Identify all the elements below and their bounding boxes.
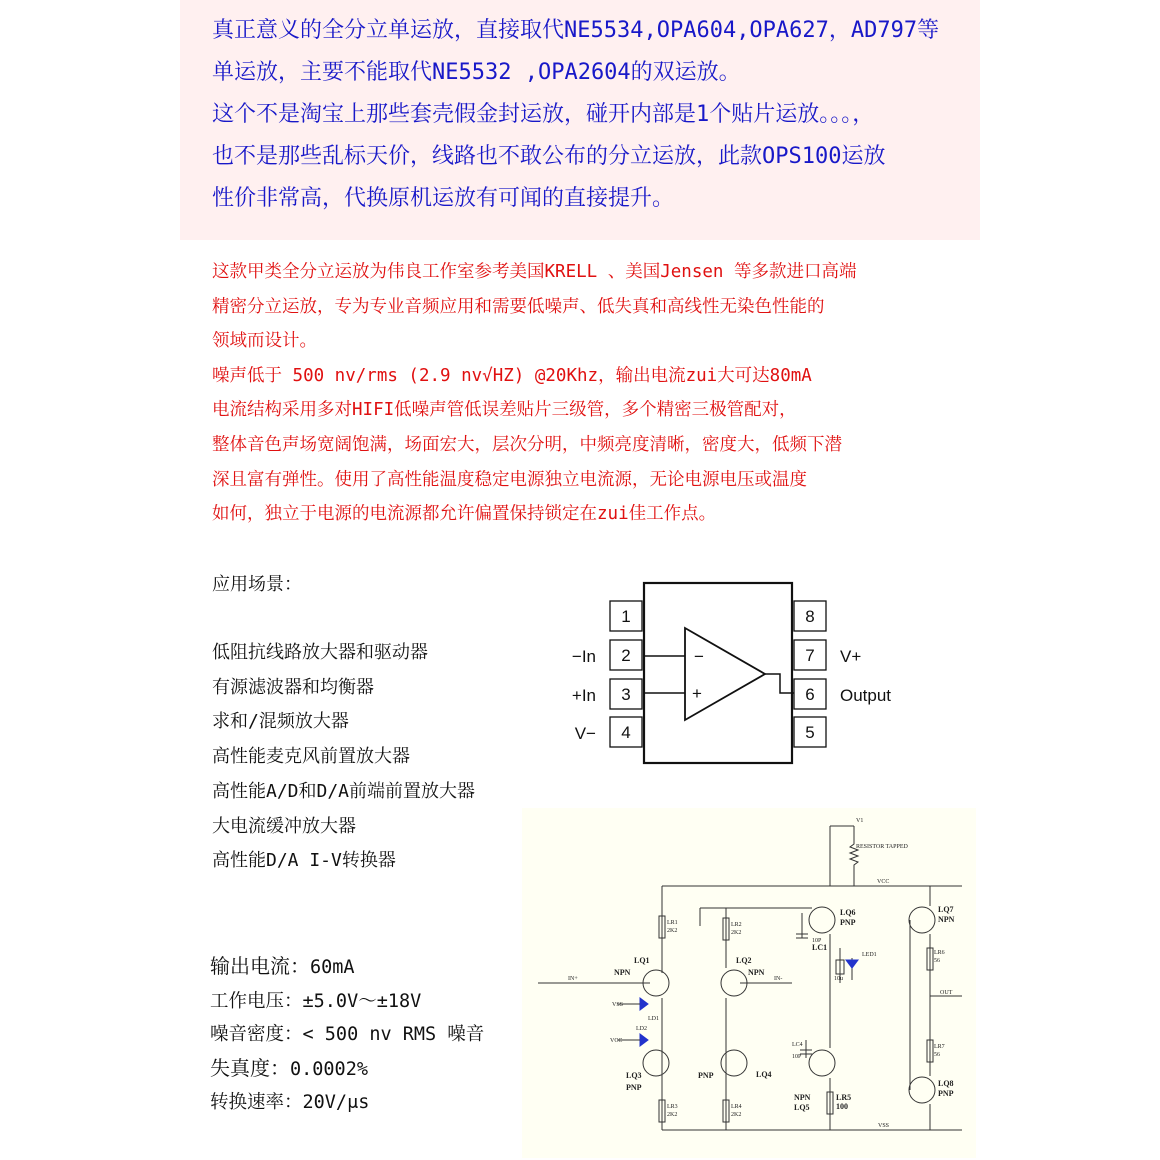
schematic-label: 56 <box>934 1052 940 1058</box>
schematic-label: OUT <box>940 990 953 996</box>
transistor-label: PNP <box>938 1089 954 1098</box>
spec-value: < 500 nv RMS 噪音 <box>302 1024 485 1045</box>
schematic-label: VCC <box>610 1038 623 1044</box>
application-item: 低阻抗线路放大器和驱动器 <box>212 642 428 663</box>
diode-icon <box>640 1034 648 1046</box>
intro-line: 真正意义的全分立单运放，直接取代NE5534,OPA604,OPA627，AD797等 <box>212 18 940 43</box>
schematic-label: IN+ <box>568 976 578 982</box>
transistor-label: LQ7 <box>938 905 954 914</box>
schematic-label: 2K2 <box>667 1112 678 1118</box>
schematic-label: LC4 <box>792 1042 803 1048</box>
schematic-label: LED1 <box>862 952 877 958</box>
transistor-label: PNP <box>840 918 856 927</box>
schematic-label: 2K2 <box>731 930 742 936</box>
intro-line: 也不是那些乱标天价，线路也不敢公布的分立运放，此款OPS100运放 <box>212 144 886 169</box>
description-line: 噪声低于 500 nv/rms (2.9 nv√HZ) @20Khz，输出电流zui大可达80mA <box>212 365 812 386</box>
spec-distortion <box>210 1052 484 1087</box>
spec-value: ±5.0V～±18V <box>302 990 422 1012</box>
transistor-label: LQ4 <box>756 1070 772 1079</box>
transistor-icon <box>809 1050 835 1076</box>
spec-noise-density <box>210 1018 484 1052</box>
transistor-icon <box>909 907 935 933</box>
pin-label-noninverting-input: +In <box>571 686 596 705</box>
transistor-icon <box>909 1077 935 1103</box>
application-item: 高性能麦克风前置放大器 <box>212 746 410 768</box>
transistor-label: LQ1 <box>634 956 650 965</box>
specs-list <box>210 950 484 1120</box>
applications-title: 应用场景： <box>212 574 302 595</box>
application-item: 高性能A/D和D/A前端前置放大器 <box>212 780 476 802</box>
description-paragraph <box>212 255 972 532</box>
transistor-label: NPN <box>794 1093 811 1102</box>
spec-value: 60mA <box>310 957 355 978</box>
transistor-label: LQ2 <box>736 956 752 965</box>
description-line: 精密分立运放，专为专业音频应用和需要低噪声、低失真和高线性无染色性能的 <box>212 296 825 317</box>
description-line: 这款甲类全分立运放为伟良工作室参考美国KRELL 、美国Jensen 等多款进口高端 <box>212 262 857 282</box>
application-item: 有源滤波器和均衡器 <box>212 676 374 698</box>
transistor-label: 100 <box>836 1102 848 1111</box>
intro-line: 单运放，主要不能取代NE5532 ,OPA2604的双运放。 <box>212 60 741 85</box>
schematic-label: LR6 <box>934 950 945 956</box>
description-line: 如何，独立于电源的电流源都允许偏置保持锁定在zui佳工作点。 <box>212 504 717 525</box>
schematic-label: LR4 <box>731 1104 742 1110</box>
application-item: 大电流缓冲放大器 <box>212 815 356 837</box>
transistor-label: LR5 <box>836 1093 852 1102</box>
schematic-label: VSS <box>878 1123 890 1129</box>
transistor-label: NPN <box>938 915 955 924</box>
transistor-label: PNP <box>698 1071 714 1080</box>
intro-line: 这个不是淘宝上那些套壳假金封运放，碰开内部是1个贴片运放。。。， <box>212 102 875 127</box>
transistor-label: LQ6 <box>840 908 856 917</box>
description-line: 电流结构采用多对HIFI低噪声管低误差贴片三级管，多个精密三极管配对， <box>212 400 797 421</box>
transistor-label: LQ3 <box>626 1071 642 1080</box>
pin-number: 1 <box>621 607 631 626</box>
transistor-label: NPN <box>748 968 765 977</box>
opamp-plus-sign: + <box>692 684 702 703</box>
diode-icon <box>640 998 648 1010</box>
pin-number: 6 <box>805 685 815 704</box>
pin-number: 5 <box>805 723 815 742</box>
schematic-label: 56 <box>934 958 940 964</box>
spec-label: 噪音密度： <box>210 1024 303 1045</box>
pinout-diagram <box>560 575 900 775</box>
spec-slew-rate <box>210 1086 484 1120</box>
spec-output-current <box>210 950 484 985</box>
schematic-label: LD2 <box>636 1026 647 1032</box>
spec-label: 失真度： <box>210 1055 290 1080</box>
spec-label: 工作电压： <box>210 990 303 1012</box>
schematic-label: LR3 <box>667 1104 678 1110</box>
pin-number: 3 <box>621 685 631 704</box>
schematic-label: 10P <box>812 938 822 944</box>
schematic-label: 10u <box>834 976 843 982</box>
schematic-label: VSS <box>612 1002 624 1008</box>
applications-list <box>212 636 475 879</box>
schematic-label: LR7 <box>934 1044 945 1050</box>
schematic-label: VCC <box>877 879 890 885</box>
application-item: 求和/混频放大器 <box>212 711 349 733</box>
intro-paragraph <box>212 10 972 220</box>
application-item: 高性能D/A I-V转换器 <box>212 850 396 872</box>
spec-label: 转换速率： <box>210 1092 303 1113</box>
transistor-label: LQ5 <box>794 1103 810 1112</box>
pin-number: 2 <box>621 646 631 665</box>
transistor-label: LQ8 <box>938 1079 954 1088</box>
spec-value: 0.0002% <box>290 1058 368 1080</box>
schematic-label: 10P <box>792 1054 802 1060</box>
schematic-label: RESISTOR TAPPED <box>856 844 908 850</box>
transistor-icon <box>721 1050 747 1076</box>
spec-supply-voltage <box>210 985 484 1019</box>
circuit-schematic <box>522 808 976 1158</box>
schematic-label: LD1 <box>648 1016 659 1022</box>
schematic-label: LR2 <box>731 922 742 928</box>
schematic-label: V1 <box>856 818 864 824</box>
description-line: 领域而设计。 <box>212 331 317 352</box>
pin-label-inverting-input: −In <box>571 647 596 666</box>
schematic-label: IN- <box>774 976 783 982</box>
description-line: 整体音色声场宽阔饱满，场面宏大，层次分明，中频亮度清晰，密度大，低频下潜 <box>212 434 842 455</box>
transistor-label: NPN <box>614 968 631 977</box>
schematic-label: LR1 <box>667 920 678 926</box>
pin-label-output: Output <box>840 686 892 705</box>
pin-label-positive-supply: V+ <box>840 647 862 666</box>
transistor-label: LC1 <box>812 943 828 952</box>
transistor-icon <box>643 1050 669 1076</box>
description-line: 深且富有弹性。使用了高性能温度稳定电源独立电流源，无论电源电压或温度 <box>212 469 807 490</box>
intro-line: 性价非常高，代换原机运放有可闻的直接提升。 <box>212 186 675 211</box>
spec-value: 20V/μs <box>302 1092 370 1113</box>
transistor-label: PNP <box>626 1083 642 1092</box>
spec-label: 输出电流： <box>210 954 310 978</box>
pin-number: 8 <box>805 607 815 626</box>
schematic-label: 2K2 <box>731 1112 742 1118</box>
pin-label-negative-supply: V− <box>574 724 596 743</box>
opamp-minus-sign: − <box>694 647 704 666</box>
schematic-label: 2K2 <box>667 928 678 934</box>
transistor-icon <box>809 907 835 933</box>
led-icon <box>846 960 858 968</box>
pin-number: 7 <box>805 646 815 665</box>
pin-number: 4 <box>621 723 631 742</box>
